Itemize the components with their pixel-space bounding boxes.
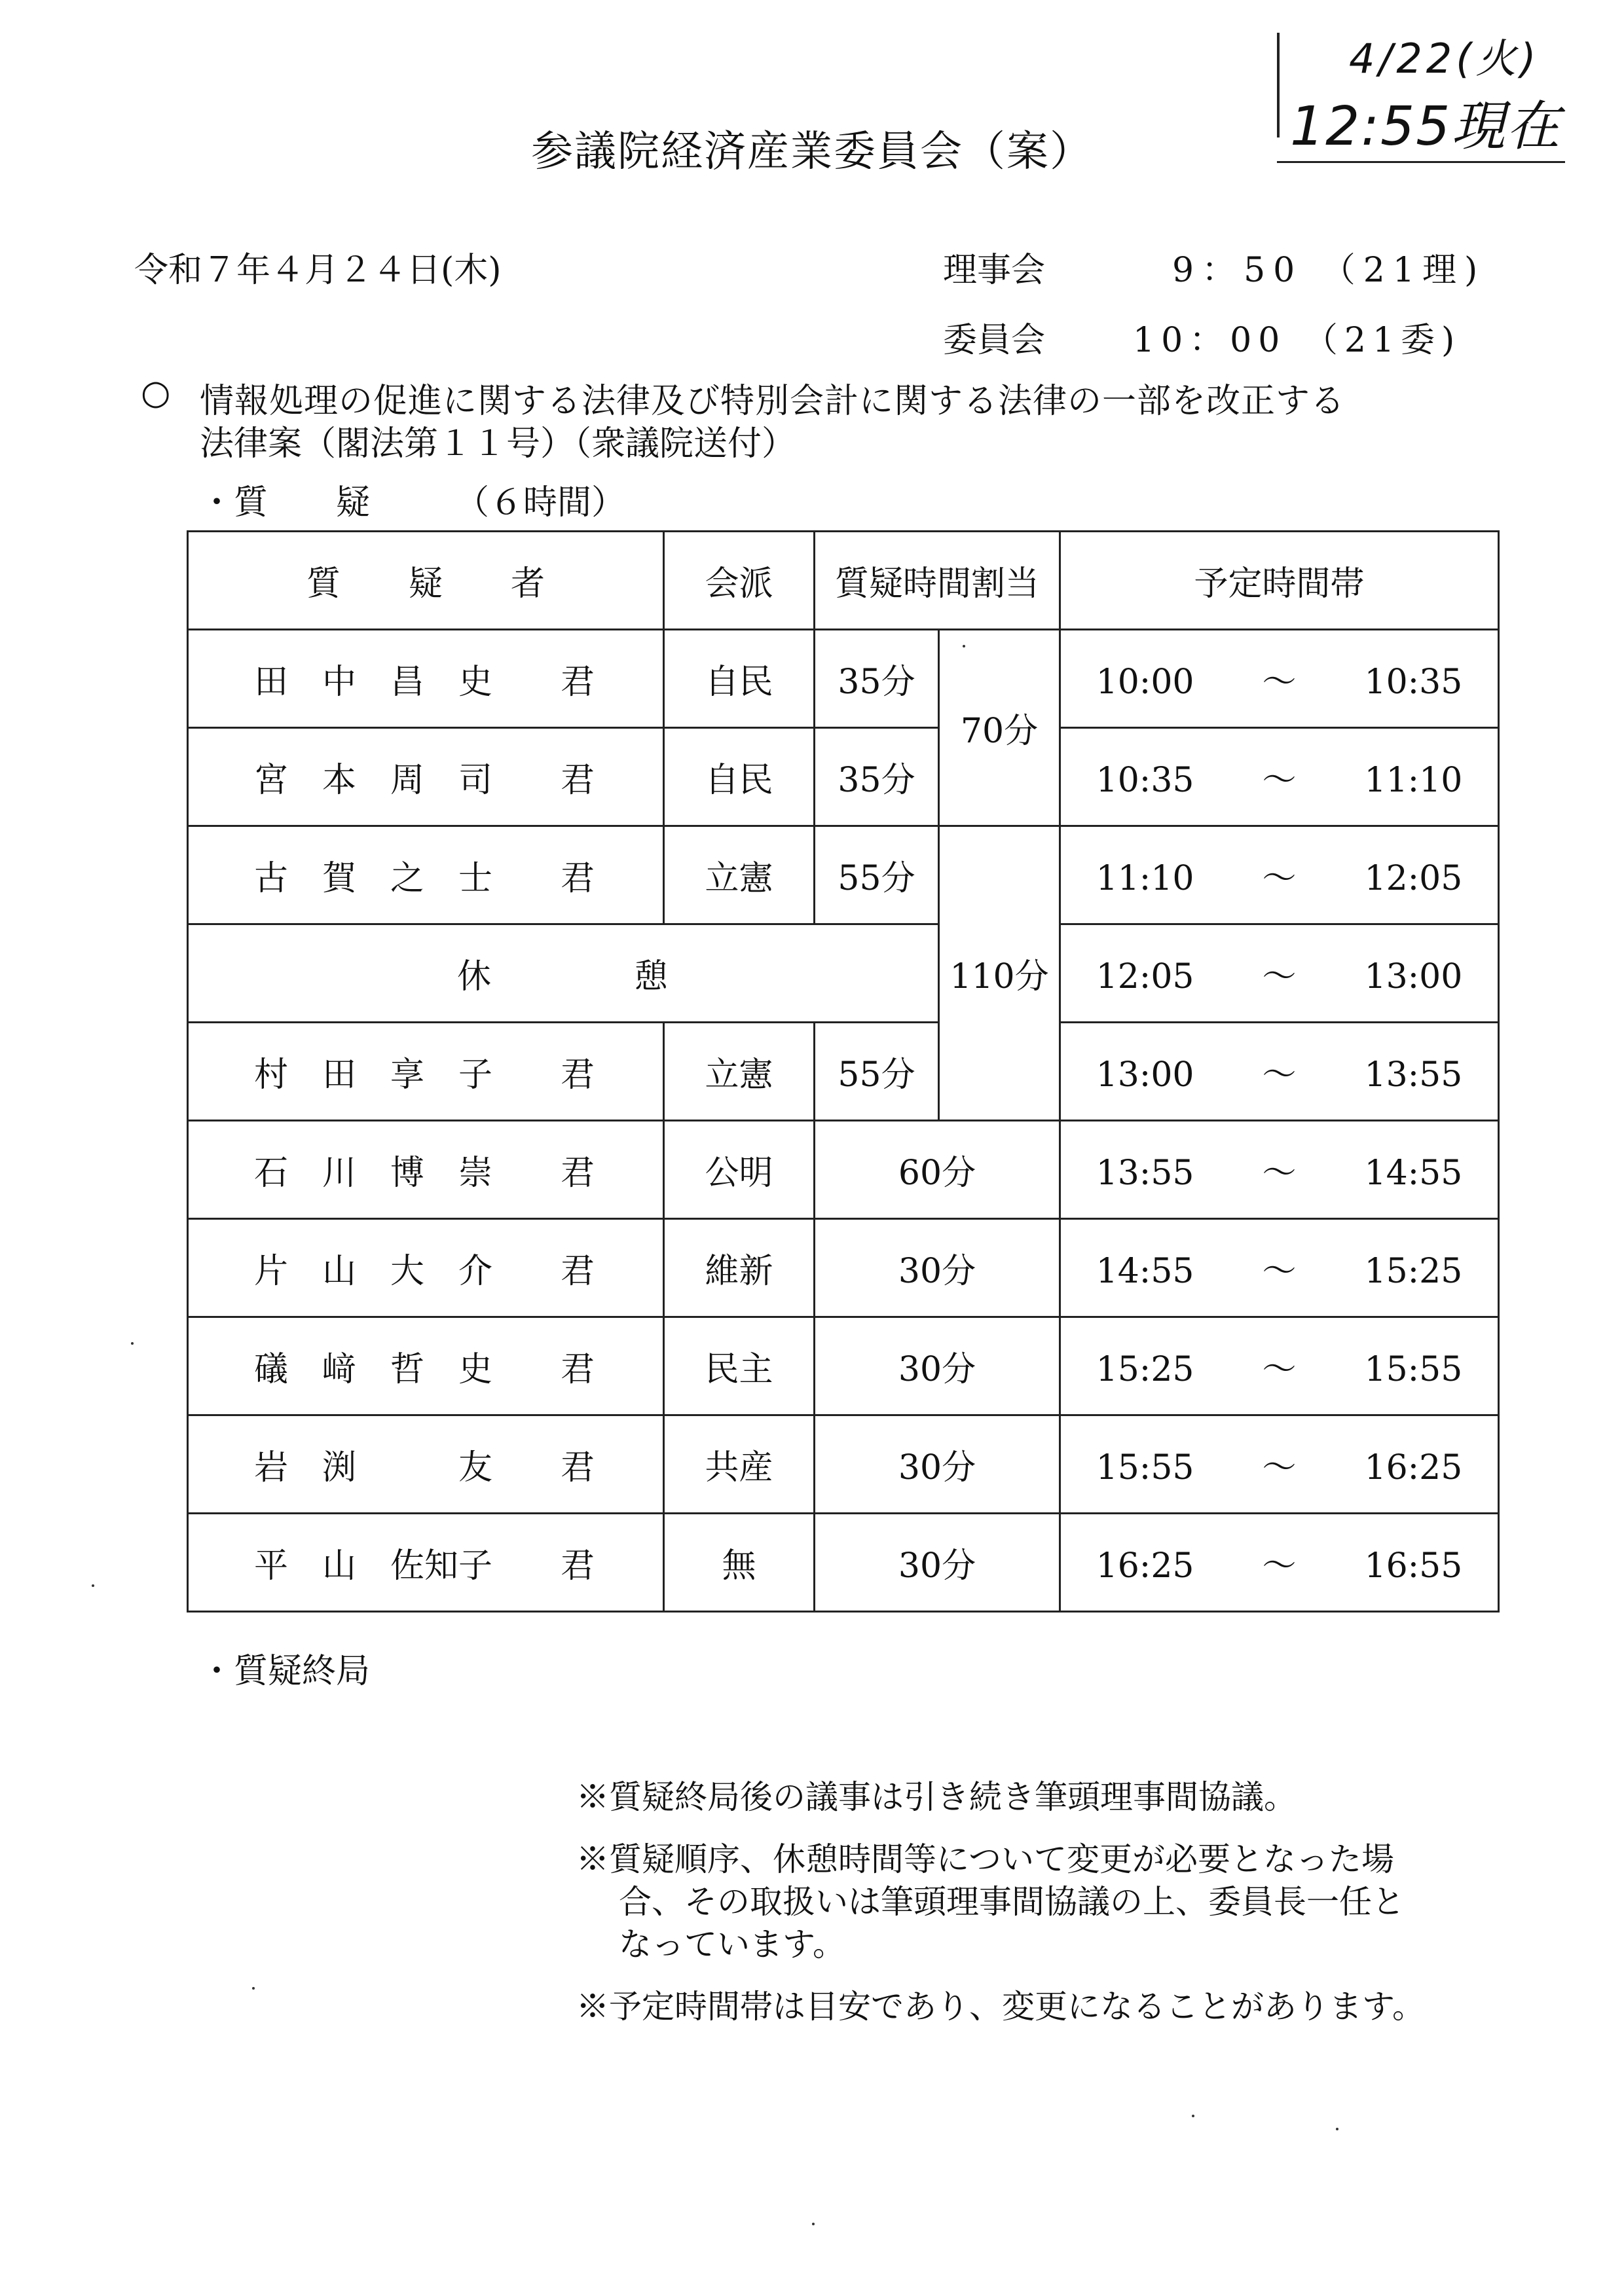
minutes: 55分: [815, 1023, 939, 1121]
time-slot: 15:55 ～ 16:25: [1060, 1415, 1499, 1514]
minutes: 30分: [815, 1415, 1060, 1514]
time-slot: 16:25 ～ 16:55: [1060, 1514, 1499, 1612]
time-slot: 11:10 ～ 12:05: [1060, 826, 1499, 924]
table-header-row: [188, 532, 1499, 630]
minutes: 35分: [815, 630, 939, 728]
scan-speck: [252, 1987, 255, 1990]
minutes: 35分: [815, 728, 939, 826]
iinkai-label: 委員会: [943, 321, 1046, 360]
document-title: 参議院経済産業委員会（案）: [531, 128, 1093, 176]
iinkai-time: 10：00 （21委): [1133, 321, 1462, 360]
time-slot: 13:00 ～ 13:55: [1060, 1023, 1499, 1121]
scan-speck: [963, 645, 965, 647]
stamp-as-of: 12:55現在: [1290, 96, 1562, 158]
table-row: [188, 1514, 1499, 1612]
minutes: 30分: [815, 1317, 1060, 1415]
scan-speck: [1192, 2115, 1194, 2117]
questioner-name: 石 川 博 崇 君: [188, 1121, 664, 1219]
questioner-name: 古 賀 之 士 君: [188, 826, 664, 924]
bill-title-line2: 法律案（閣法第１１号）（衆議院送付）: [200, 424, 796, 464]
party: 立憲: [664, 1023, 815, 1121]
header-questioner: 質 疑 者: [188, 532, 664, 630]
group-total-rikken: 110分: [939, 826, 1060, 1121]
closing-item: ・質疑終局: [200, 1652, 371, 1691]
section-heading: [200, 475, 625, 524]
section-label: ・質 疑: [200, 483, 371, 522]
rijikai-time: 9：50 （21理): [1172, 251, 1486, 290]
scan-speck: [1336, 2128, 1338, 2130]
note-2-line3: なっています。: [619, 1925, 845, 1963]
bill-marker: ○: [141, 373, 171, 412]
party: 維新: [664, 1219, 815, 1317]
minutes: 60分: [815, 1121, 1060, 1219]
table-row: [188, 1317, 1499, 1415]
questioner-name: 宮 本 周 司 君: [188, 728, 664, 826]
scan-speck: [131, 1342, 134, 1345]
table-row: [188, 1415, 1499, 1514]
time-slot: 10:00 ～ 10:35: [1060, 630, 1499, 728]
scan-speck: [92, 1584, 94, 1587]
note-1: ※質疑終局後の議事は引き続き筆頭理事間協議。: [576, 1778, 1297, 1816]
party: 共産: [664, 1415, 815, 1514]
minutes: 30分: [815, 1219, 1060, 1317]
minutes: 55分: [815, 826, 939, 924]
bill-title-line1: 情報処理の促進に関する法律及び特別会計に関する法律の一部を改正する: [200, 382, 1346, 421]
questioner-name: 礒 﨑 哲 史 君: [188, 1317, 664, 1415]
table-row: [188, 728, 1499, 826]
time-slot: 14:55 ～ 15:25: [1060, 1219, 1499, 1317]
party: 立憲: [664, 826, 815, 924]
questioner-name: 田 中 昌 史 君: [188, 630, 664, 728]
party: 公明: [664, 1121, 815, 1219]
party: 無: [664, 1514, 815, 1612]
note-3: ※予定時間帯は目安であり、変更になることがあります。: [576, 1988, 1425, 2026]
meeting-date: 令和７年４月２４日(木): [134, 251, 502, 290]
minutes: 30分: [815, 1514, 1060, 1612]
note-2-line1: ※質疑順序、休憩時間等について変更が必要となった場: [576, 1840, 1394, 1878]
header-allotment: 質疑時間割当: [815, 532, 1060, 630]
section-duration: （６時間）: [472, 483, 626, 522]
party: 民主: [664, 1317, 815, 1415]
party: 自民: [664, 630, 815, 728]
scan-speck: [812, 2223, 815, 2225]
table-row: [188, 1023, 1499, 1121]
table-row: [188, 630, 1499, 728]
questioner-name: 片 山 大 介 君: [188, 1219, 664, 1317]
questioner-name: 村 田 享 子 君: [188, 1023, 664, 1121]
questioner-name: 平 山 佐知子 君: [188, 1514, 664, 1612]
table-row: [188, 1121, 1499, 1219]
time-slot: 15:25 ～ 15:55: [1060, 1317, 1499, 1415]
group-total-jimin: 70分: [939, 630, 1060, 826]
time-slot: 10:35 ～ 11:10: [1060, 728, 1499, 826]
time-slot: 13:55 ～ 14:55: [1060, 1121, 1499, 1219]
break-label: 休 憩: [188, 924, 939, 1023]
questioning-table: [187, 530, 1500, 1613]
time-slot: 12:05 ～ 13:00: [1060, 924, 1499, 1023]
note-2-line2: 合、その取扱いは筆頭理事間協議の上、委員長一任と: [619, 1883, 1405, 1921]
table-row: [188, 1219, 1499, 1317]
questioner-name: 岩 渕 友 君: [188, 1415, 664, 1514]
header-time-slot: 予定時間帯: [1060, 532, 1499, 630]
rijikai-label: 理事会: [943, 251, 1046, 290]
stamp-date: 4/22(火): [1349, 35, 1540, 82]
table-row-break: [188, 924, 1499, 1023]
party: 自民: [664, 728, 815, 826]
table-row: [188, 826, 1499, 924]
header-party: 会派: [664, 532, 815, 630]
